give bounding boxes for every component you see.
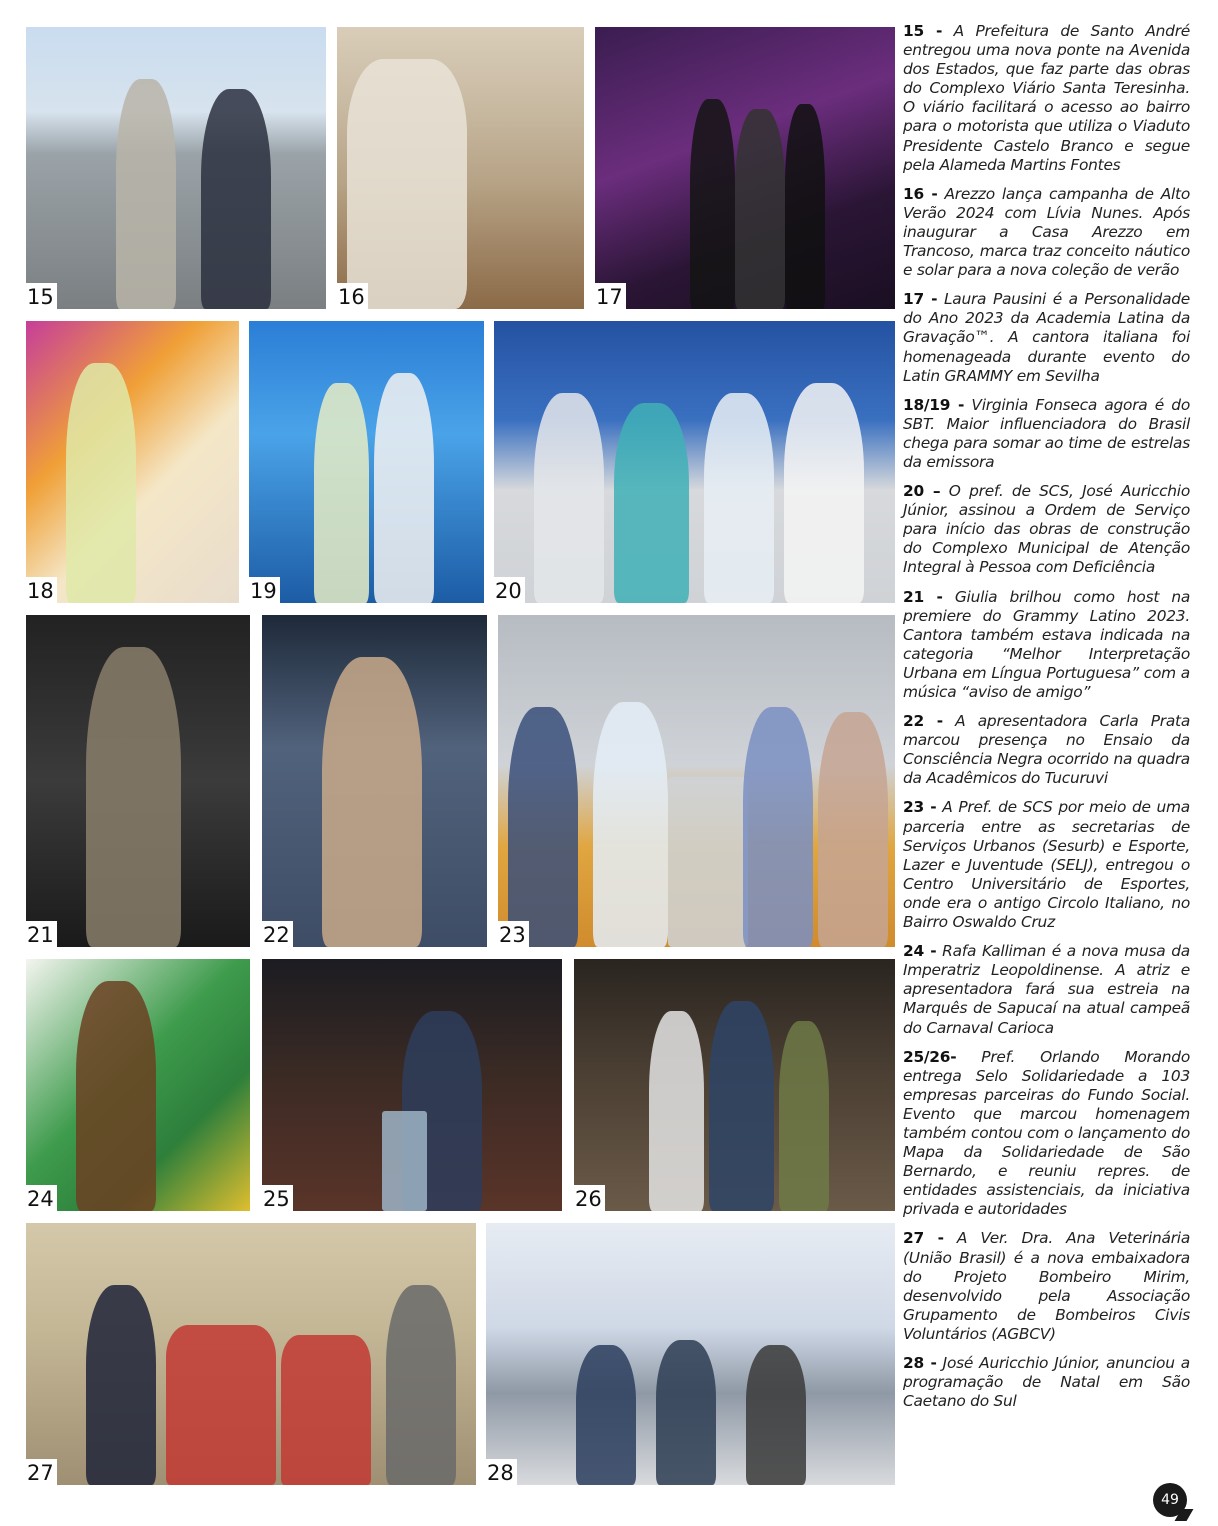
caption-28: 28 - José Auricchio Júnior, anunciou a programação de Natal em São Caetano do Sul — [903, 1354, 1190, 1411]
photo-25 — [262, 959, 562, 1211]
caption-20: 20 – O pref. de SCS, José Auricchio Júnior, assinou a Ordem de Serviço para início das obras de construção do Complexo Municipal de Atenção Integral à Pessoa com Deficiência — [903, 482, 1190, 577]
photo-18 — [26, 321, 239, 603]
photo-17 — [595, 27, 895, 309]
caption-22: 22 - A apresentadora Carla Prata marcou presença no Ensaio da Consciência Negra ocorrido na quadra da Acadêmicos do Tucuruvi — [903, 712, 1190, 788]
photo-15 — [26, 27, 326, 309]
photo-number: 18 — [26, 577, 57, 603]
photo-number: 21 — [26, 921, 57, 947]
captions-column — [903, 22, 1190, 1421]
caption-24: 24 - Rafa Kalliman é a nova musa da Imperatriz Leopoldinense. A atriz e apresentadora fará sua estreia na Marquês de Sapucaí na atual campeã do Carnaval Carioca — [903, 942, 1190, 1037]
caption-25-26: 25/26- Pref. Orlando Morando entrega Selo Solidariedade a 103 empresas parceiras do Fundo Social. Evento que marcou homenagem também contou com o lançamento do Mapa da Solidariedade de São Bernardo, e reuniu repres. de entidades assistenciais, da iniciativa privada e autoridades — [903, 1047, 1190, 1219]
photo-number: 25 — [262, 1185, 293, 1211]
photo-number: 28 — [486, 1459, 517, 1485]
photo-number: 26 — [574, 1185, 605, 1211]
caption-15: 15 - A Prefeitura de Santo André entregou uma nova ponte na Avenida dos Estados, que faz parte das obras do Complexo Viário Santa Teresinha. O viário facilitará o acesso ao bairro para o motorista que utiliza o Viaduto Presidente Castelo Branco e segue pela Alameda Martins Fontes — [903, 22, 1190, 174]
photo-number: 20 — [494, 577, 525, 603]
photo-20 — [494, 321, 895, 603]
photo-number: 22 — [262, 921, 293, 947]
photo-28 — [486, 1223, 895, 1485]
photo-27 — [26, 1223, 476, 1485]
caption-18-19: 18/19 - Virginia Fonseca agora é do SBT. Maior influenciadora do Brasil chega para somar ao time de estrelas da emissora — [903, 395, 1190, 471]
caption-27: 27 - A Ver. Dra. Ana Veterinária (União Brasil) é a nova embaixadora do Projeto Bombeiro Mirim, desenvolvido pela Associação Grupamento de Bombeiros Civis Voluntários (AGBCV) — [903, 1229, 1190, 1343]
caption-16: 16 - Arezzo lança campanha de Alto Verão 2024 com Lívia Nunes. Após inaugurar a Casa Arezzo em Trancoso, marca traz conceito náutico e solar para a nova coleção de verão — [903, 184, 1190, 280]
photo-number: 23 — [498, 921, 529, 947]
photo-24 — [26, 959, 250, 1211]
caption-17: 17 - Laura Pausini é a Personalidade do Ano 2023 da Academia Latina da Gravação™. A cantora italiana foi homenageada durante evento do Latin GRAMMY em Sevilha — [903, 290, 1190, 385]
photo-26 — [574, 959, 895, 1211]
photo-number: 17 — [595, 283, 626, 309]
photo-number: 15 — [26, 283, 57, 309]
caption-21: 21 - Giulia brilhou como host na premiere do Grammy Latino 2023. Cantora também estava indicada na categoria “Melhor Interpretação Urbana em Língua Portuguesa” com a música “aviso de amigo” — [903, 587, 1191, 701]
page-number: 49 — [1153, 1483, 1187, 1517]
caption-23: 23 - A Pref. de SCS por meio de uma parceria entre as secretarias de Serviços Urbanos (Sesurb) e Esporte, Lazer e Juventude (SELJ), entregou o Centro Universitário de Esportes, onde era o antigo Circolo Italiano, no Bairro Oswaldo Cruz — [903, 798, 1190, 932]
photo-22 — [262, 615, 487, 947]
photo-23 — [498, 615, 895, 947]
photo-19 — [249, 321, 484, 603]
photo-21 — [26, 615, 250, 947]
photo-number: 24 — [26, 1185, 57, 1211]
photo-number: 27 — [26, 1459, 57, 1485]
photo-16 — [337, 27, 584, 309]
photo-number: 19 — [249, 577, 280, 603]
photo-number: 16 — [337, 283, 368, 309]
